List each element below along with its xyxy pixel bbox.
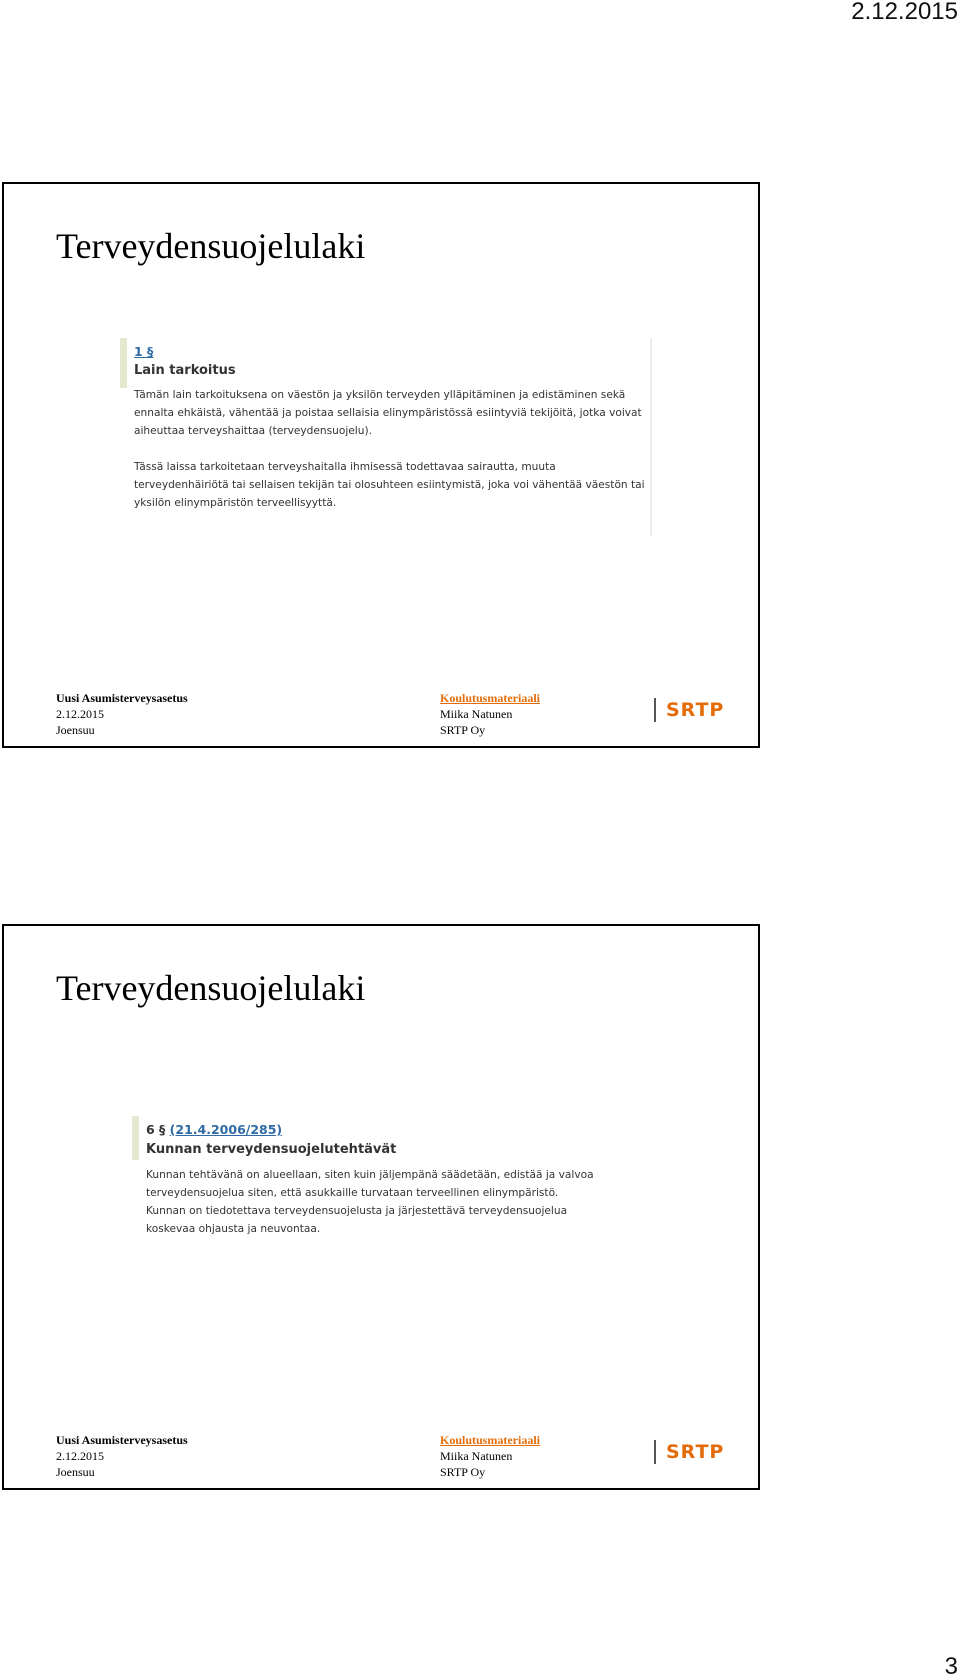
footer-material-link[interactable]: Koulutusmateriaali [440,1433,541,1447]
section-paragraph: Kunnan tehtävänä on alueellaan, siten kuin jäljempänä säädetään, edistää ja valvoa terveydensuojelua siten, että asukkaille turvataan terveellinen elinympäristö. Kunnan on tiedotettava terveydensuojelusta ja järjestettävä terveydensuojelua koskevaa ohjausta ja neuvontaa. [146,1169,594,1235]
footer-company: SRTP Oy [440,723,486,737]
logo-divider [654,1440,656,1464]
section-number [134,344,153,359]
slide-footer [4,1426,758,1488]
section-paragraph: Tässä laissa tarkoitetaan terveyshaitalla ihmisessä todettavaa sairautta, muuta terveydenhäiriötä tai sellaisen tekijän tai olosuhteen esiintymistä, joka voi vähentää väestön tai yksilön elinympäristön terveellisyyttä. [134,461,645,509]
footer-company: SRTP Oy [440,1465,486,1479]
slide-2 [2,924,760,1490]
logo-text: SRTP [666,699,725,721]
slide-title: Terveydensuojelulaki [56,968,366,1008]
excerpt-edge [650,338,652,536]
section-link[interactable]: 1 § [134,344,154,359]
footer-material-link[interactable]: Koulutusmateriaali [440,691,541,705]
slide-footer [4,684,758,746]
excerpt-accent-bar [120,338,127,388]
law-excerpt [132,1116,602,1256]
footer-location: Joensuu [56,1465,95,1479]
footer-author: Miika Natunen [440,1449,513,1463]
footer-author: Miika Natunen [440,707,513,721]
section-heading: Kunnan terveydensuojelutehtävät [146,1142,397,1157]
section-amendment-link[interactable]: (21.4.2006/285) [169,1122,283,1137]
srtp-logo [654,698,724,722]
section-number [146,1122,282,1137]
section-heading: Lain tarkoitus [134,363,236,378]
footer-date: 2.12.2015 [56,1449,104,1463]
page-number: 3 [944,1653,958,1680]
footer-date: 2.12.2015 [56,707,104,721]
footer-event-title: Uusi Asumisterveysasetus [56,691,188,705]
footer-location: Joensuu [56,723,95,737]
srtp-logo [654,1440,724,1464]
logo-divider [654,698,656,722]
excerpt-accent-bar [132,1116,139,1160]
slide-title: Terveydensuojelulaki [56,226,366,266]
section-number-text: 6 § [146,1122,166,1137]
footer-event-title: Uusi Asumisterveysasetus [56,1433,188,1447]
logo-text: SRTP [666,1441,725,1463]
slide-1 [2,182,760,748]
page-date: 2.12.2015 [851,0,958,25]
law-excerpt [120,338,652,536]
section-paragraph: Tämän lain tarkoituksena on väestön ja yksilön terveyden ylläpitäminen ja edistäminen sekä ennalta ehkäistä, vähentää ja poistaa sellaisia elinympäristössä esiintyviä tekijöitä, jotka voivat aiheuttaa terveyshaittaa (terveydensuojelu). [134,389,642,437]
